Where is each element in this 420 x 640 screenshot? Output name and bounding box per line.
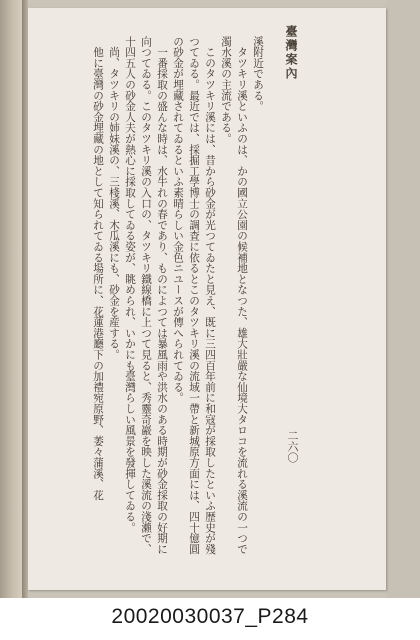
body-text: 溪附近である。 タツキリ溪といふのは、かの國立公園の候補地となつた、雄大壯嚴な仙境大タロコを流れる溪流の一つで濁水溪の主流である。 このタツキリ溪には、昔から砂金が光つてゐたと見え、既に三四百年前に和寇が採取したといふ歴史が殘つてゐる。最近では、採掘工學博士の調査に依るとこのタツキリ溪の流域一帶と新城原方面には、四十億圓の砂金が埋藏されてゐるといふ素晴らしい金色ニユースが傳へられてゐる。 一番採取の盛んな時は、水牛れの春であり、ものによつては暴風雨や洪水のある時期が砂金採取の好期に向つてゐる。このタツキリ溪の入口の、タツキリ鐵線橋に上つて見ると、秀靈奇巖を映した溪流の淺瀨で、十四五人の砂金人夫が熱心に採取してゐる姿が、眺められ、いかにも臺灣らしい風景を發揮してゐる。 尚、タツキリの姉妹溪の、三棧溪、木瓜溪にも、砂金を産する。 他に臺灣の砂金埋藏の地として知られてゐる場所に、花蓮港廳下の加禮宛原野、萎々蒲溪、花	[92, 36, 264, 555]
left-page-edge	[0, 0, 22, 598]
scan-background	[386, 0, 420, 598]
archive-id-label: 20020030037_P284	[111, 605, 309, 628]
page-title: 臺灣案內	[284, 25, 298, 81]
body-text-block	[90, 36, 330, 560]
page-number: 二六〇	[286, 430, 299, 463]
image-caption-bar	[0, 598, 420, 640]
